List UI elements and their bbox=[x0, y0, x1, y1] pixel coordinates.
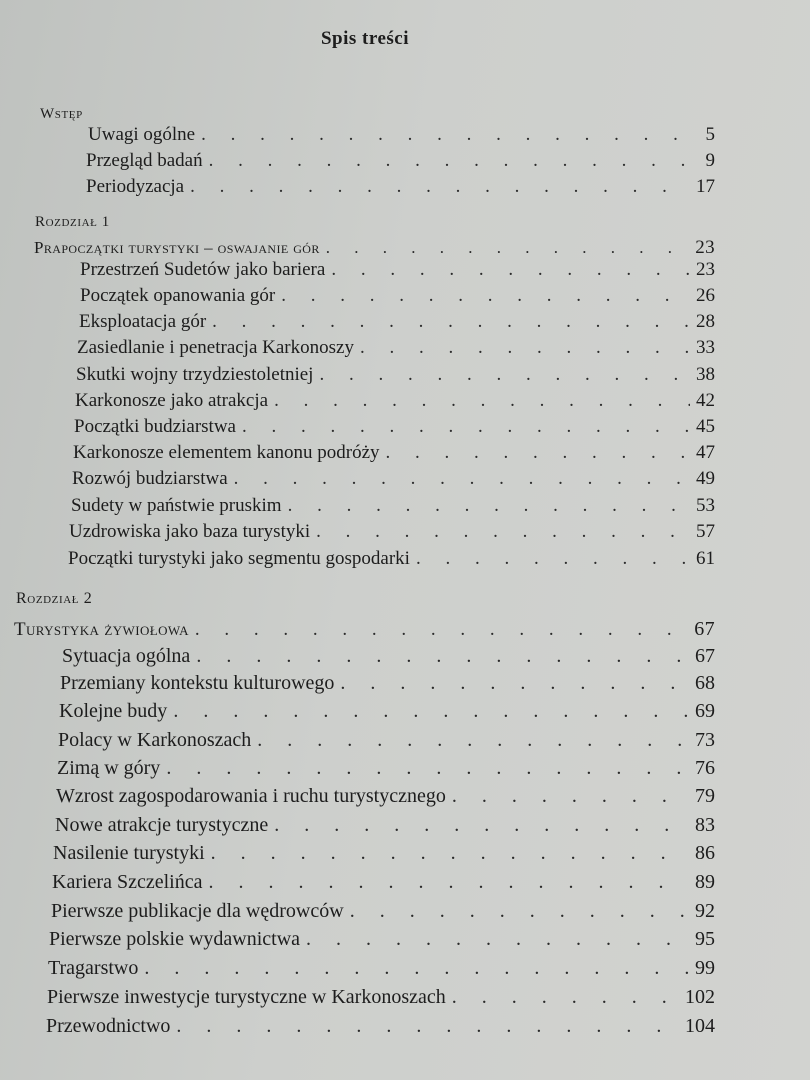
toc-entry-page: 26 bbox=[696, 285, 715, 306]
toc-entry bbox=[80, 259, 715, 281]
toc-entry bbox=[86, 150, 715, 172]
toc-entry bbox=[59, 700, 715, 723]
leader-dots bbox=[201, 124, 699, 146]
toc-entry-label: Sudety w państwie pruskim bbox=[71, 495, 282, 516]
leader-dots bbox=[316, 521, 690, 543]
toc-entry bbox=[55, 814, 715, 837]
leader-dots bbox=[452, 986, 679, 1009]
leader-dots bbox=[416, 548, 690, 570]
toc-entry-label: Przestrzeń Sudetów jako bariera bbox=[80, 259, 326, 280]
leader-dots bbox=[326, 238, 689, 258]
toc-entry-label: Przemiany kontekstu kulturowego bbox=[60, 672, 335, 694]
leader-dots bbox=[212, 311, 690, 333]
toc-entry-label: Polacy w Karkonoszach bbox=[58, 729, 252, 751]
toc-entry-page: 47 bbox=[696, 442, 715, 463]
toc-entry bbox=[47, 986, 715, 1009]
leader-dots bbox=[196, 645, 689, 668]
toc-entry bbox=[68, 548, 715, 570]
leader-dots bbox=[190, 176, 690, 198]
leader-dots bbox=[195, 619, 688, 641]
toc-entry-label: Nowe atrakcje turystyczne bbox=[55, 814, 269, 836]
leader-dots bbox=[386, 442, 690, 464]
toc-entry-page: 17 bbox=[696, 176, 715, 197]
page-title: Spis treści bbox=[320, 28, 409, 49]
toc-entry-page: 23 bbox=[695, 237, 715, 258]
chapter-1-heading: Rozdział 1 bbox=[35, 214, 110, 230]
toc-entry-label: Zimą w góry bbox=[57, 757, 161, 779]
leader-dots bbox=[274, 814, 689, 837]
leader-dots bbox=[288, 495, 690, 517]
toc-entry bbox=[76, 364, 715, 386]
toc-entry-page: 57 bbox=[696, 521, 715, 542]
toc-entry-label: Karkonosze elementem kanonu podróży bbox=[73, 442, 380, 463]
toc-entry bbox=[52, 871, 715, 894]
toc-entry-page: 9 bbox=[705, 150, 715, 171]
toc-entry-page: 89 bbox=[695, 871, 715, 893]
toc-entry-label: Przewodnictwo bbox=[46, 1015, 171, 1037]
toc-entry bbox=[48, 957, 715, 980]
toc-entry-page: 28 bbox=[696, 311, 715, 332]
toc-entry-label: Tragarstwo bbox=[48, 957, 139, 979]
toc-entry bbox=[86, 176, 715, 198]
toc-entry-page: 42 bbox=[696, 390, 715, 411]
toc-entry-label: Kolejne budy bbox=[59, 700, 168, 722]
leader-dots bbox=[340, 672, 689, 695]
toc-entry-page: 38 bbox=[696, 364, 715, 385]
leader-dots bbox=[144, 957, 689, 980]
toc-entry bbox=[56, 785, 715, 808]
toc-entry-label: Nasilenie turystyki bbox=[53, 842, 205, 864]
toc-entry-label: Eksploatacja gór bbox=[79, 311, 207, 332]
toc-entry-page: 69 bbox=[695, 700, 715, 722]
toc-entry-label: Pierwsze publikacje dla wędrowców bbox=[51, 900, 344, 922]
toc-entry bbox=[60, 672, 715, 695]
toc-entry-page: 5 bbox=[705, 124, 715, 145]
toc-entry-page: 67 bbox=[695, 645, 715, 667]
toc-entry-label: Początki budziarstwa bbox=[74, 416, 236, 437]
leader-dots bbox=[350, 900, 689, 923]
toc-entry bbox=[58, 729, 715, 752]
toc-entry bbox=[77, 337, 715, 359]
toc-entry-label: Wzrost zagospodarowania i ruchu turystycznego bbox=[56, 785, 446, 807]
toc-entry-label: Pierwsze polskie wydawnictwa bbox=[49, 928, 301, 950]
toc-entry-page: 102 bbox=[685, 986, 715, 1008]
toc-entry bbox=[80, 285, 715, 307]
toc-entry-page: 95 bbox=[695, 928, 715, 950]
toc-entry bbox=[74, 416, 715, 438]
chapter-2-title-entry bbox=[14, 618, 715, 641]
toc-entry-page: 61 bbox=[696, 548, 715, 569]
chapter-2-heading: Rozdział 2 bbox=[16, 590, 93, 607]
toc-entry bbox=[79, 311, 715, 333]
toc-entry-page: 49 bbox=[696, 468, 715, 489]
toc-entry-label: Uwagi ogólne bbox=[88, 124, 196, 145]
leader-dots bbox=[331, 259, 690, 281]
toc-entry-label: Periodyzacja bbox=[86, 176, 185, 197]
toc-entry bbox=[57, 757, 715, 780]
toc-entry-label: Rozwój budziarstwa bbox=[72, 468, 228, 489]
toc-entry-page: 92 bbox=[695, 900, 715, 922]
leader-dots bbox=[166, 757, 689, 780]
toc-entry-label: Początek opanowania gór bbox=[80, 285, 276, 306]
toc-entry bbox=[73, 442, 715, 464]
toc-entry bbox=[49, 928, 715, 951]
toc-entry bbox=[62, 645, 715, 668]
toc-entry bbox=[69, 521, 715, 543]
toc-entry-label: Karkonosze jako atrakcja bbox=[75, 390, 269, 411]
toc-entry-page: 73 bbox=[695, 729, 715, 751]
toc-entry-label: Sytuacja ogólna bbox=[62, 645, 191, 667]
leader-dots bbox=[281, 285, 690, 307]
toc-entry-page: 79 bbox=[695, 785, 715, 807]
chapter-1-title: Prapoczątki turystyki – oswajanie gór bbox=[34, 238, 320, 257]
leader-dots bbox=[234, 468, 690, 490]
toc-entry-page: 67 bbox=[694, 618, 715, 640]
leader-dots bbox=[209, 150, 700, 172]
toc-entry-page: 83 bbox=[695, 814, 715, 836]
toc-entry bbox=[71, 495, 715, 517]
leader-dots bbox=[360, 337, 690, 359]
toc-entry bbox=[46, 1015, 715, 1038]
toc-entry-page: 86 bbox=[695, 842, 715, 864]
leader-dots bbox=[319, 364, 690, 386]
leader-dots bbox=[211, 842, 689, 865]
toc-entry-label: Zasiedlanie i penetracja Karkonoszy bbox=[77, 337, 354, 358]
leader-dots bbox=[452, 785, 689, 808]
toc-entry-label: Uzdrowiska jako baza turystyki bbox=[69, 521, 311, 542]
leader-dots bbox=[173, 700, 689, 723]
toc-entry-page: 68 bbox=[695, 672, 715, 694]
toc-entry bbox=[53, 842, 715, 865]
leader-dots bbox=[306, 928, 689, 951]
toc-entry-page: 45 bbox=[696, 416, 715, 437]
toc-entry-page: 76 bbox=[695, 757, 715, 779]
toc-entry-page: 99 bbox=[695, 957, 715, 979]
toc-entry-page: 23 bbox=[696, 259, 715, 280]
toc-entry bbox=[75, 390, 715, 412]
toc-entry-page: 53 bbox=[696, 495, 715, 516]
leader-dots bbox=[176, 1015, 679, 1038]
toc-entry-label: Skutki wojny trzydziestoletniej bbox=[76, 364, 314, 385]
toc-entry-label: Przegląd badań bbox=[86, 150, 203, 171]
toc-entry-page: 104 bbox=[685, 1015, 715, 1037]
leader-dots bbox=[208, 871, 689, 894]
leader-dots bbox=[274, 390, 690, 412]
chapter-1-title-entry bbox=[34, 237, 715, 259]
intro-heading: Wstęp bbox=[40, 106, 83, 122]
toc-entry-label: Kariera Szczelińca bbox=[52, 871, 203, 893]
toc-entry bbox=[72, 468, 715, 490]
leader-dots bbox=[257, 729, 689, 752]
toc-entry bbox=[88, 124, 715, 146]
toc-entry-label: Początki turystyki jako segmentu gospodarki bbox=[68, 548, 410, 569]
leader-dots bbox=[242, 416, 690, 438]
toc-entry-label: Pierwsze inwestycje turystyczne w Karkonoszach bbox=[47, 986, 446, 1008]
chapter-2-title: Turystyka żywiołowa bbox=[14, 619, 189, 640]
toc-entry-page: 33 bbox=[696, 337, 715, 358]
toc-entry bbox=[51, 900, 715, 923]
